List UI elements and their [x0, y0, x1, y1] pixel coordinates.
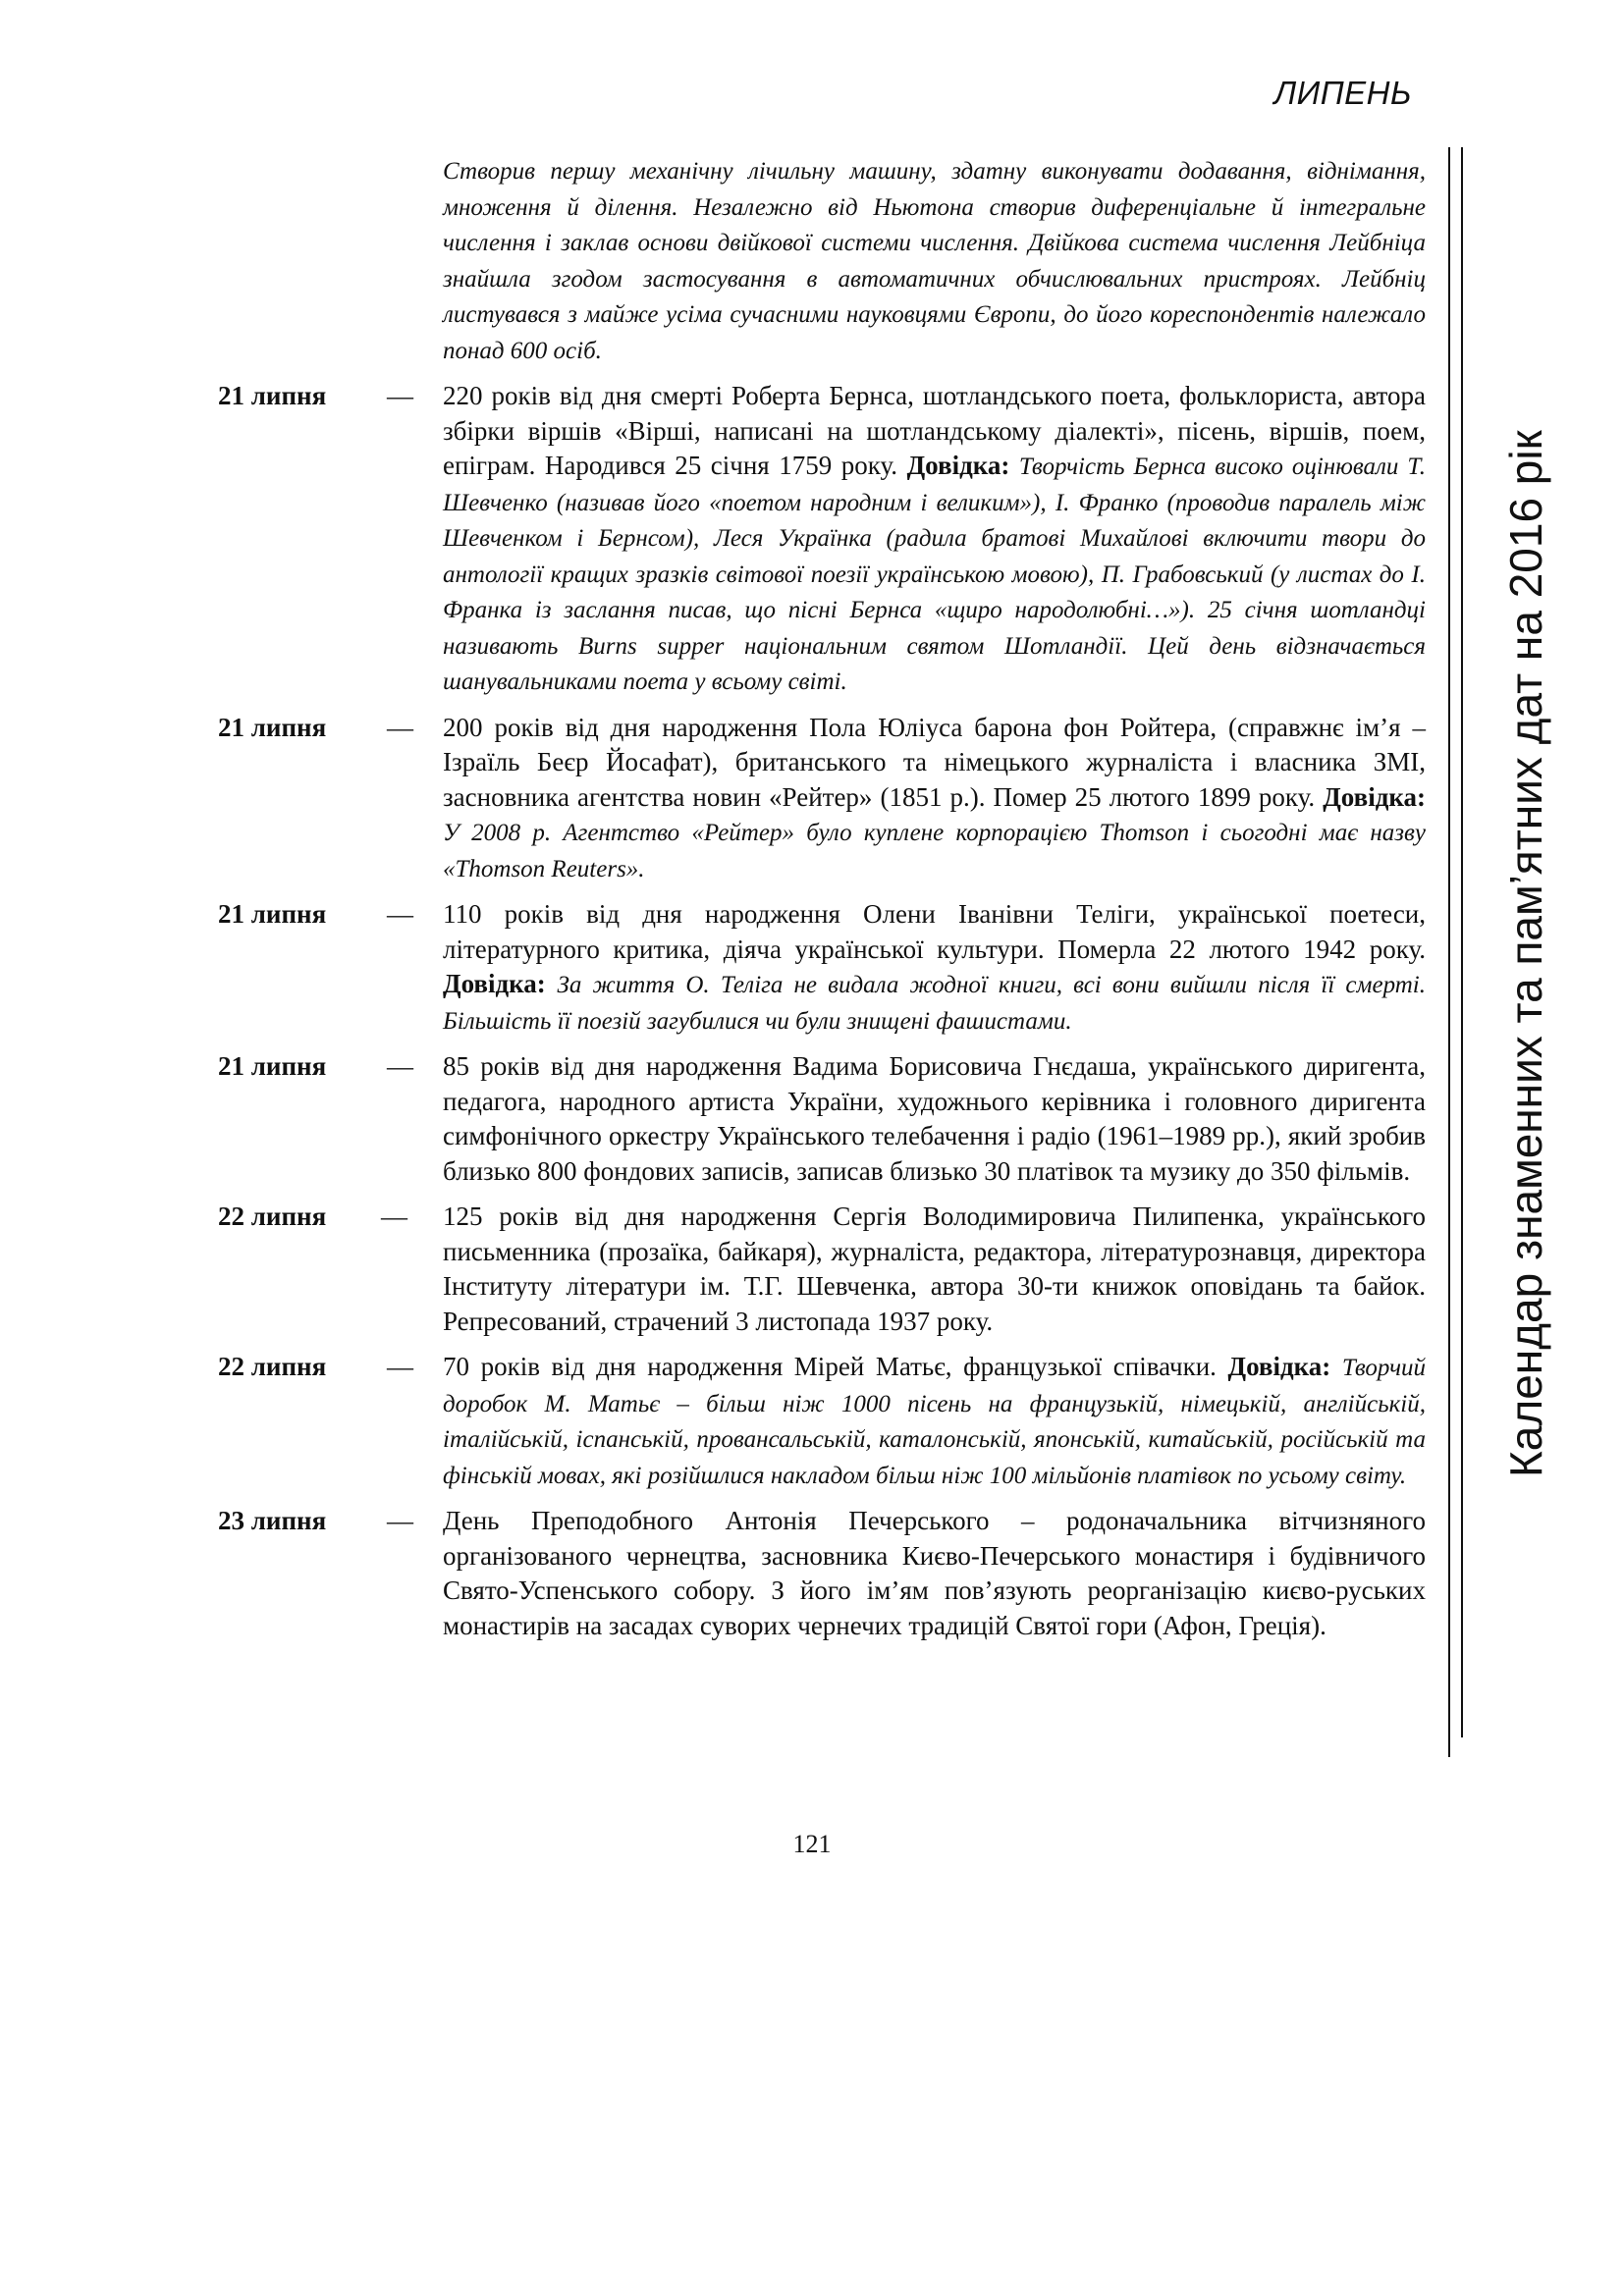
entry-date: 21 липня [218, 712, 327, 742]
reference-label: Довідка: [443, 969, 546, 998]
sidebar-rule [1448, 147, 1450, 1757]
reference-label: Довідка: [1323, 781, 1426, 812]
entry-note: Творчість Бернса високо оцінювали Т. Шевченко (називав його «поетом народним і великим»), І. Франко (проводив паралель між Шевченком і Бернсом), Леся Українка (радила братові Михайлові включити твори до антології кращих зразків світової поезії українською мовою), П. Грабовський (у листах до І. Франка із заслання писав, що пісні Бернса «щиро народолюбні…»). 25 січня шотландці називають Burns supper національним святом Шотландії. Цей день відзначається шанувальниками поета у всьому світі. [443, 454, 1427, 695]
entry-note: За життя О. Теліга не видала жодної книги, всі вони вийшли після її смерті. Більшість її поезій загубилися чи були знищені фашистами. [443, 972, 1426, 1035]
intro-text: Створив першу механічну лічильну машину, здатну виконувати додавання, віднімання, множення й ділення. Незалежно від Ньютона створив диференціальне й інтегральне числення і заклав основи двійкової системи числення. Двійкова система числення Лейбніца знайшла згодом застосування в автоматичних обчислювальних пристроях. Лейбніц листувався з майже усіма сучасними науковцями Європи, до його кореспондентів належало понад 600 осіб. [443, 158, 1426, 364]
entry-date: 22 липня [218, 1201, 327, 1231]
entry-body [443, 1504, 1426, 1643]
entry-text: 110 років від дня народження Олени Іванівни Теліги, української поетеси, літературного критика, діяча української культури. Померла 22 лютого 1942 року. [443, 899, 1426, 964]
entry-dash: — [387, 899, 413, 929]
page-content [218, 153, 1426, 1643]
entry-text: 200 років від дня народження Пола Юліуса барона фон Ройтера, (справжнє ім’я – Ізраїль Беєр Йосафат), британського та німецького журналіста і власника ЗМІ, засновника агентства новин «Рейтер» (1851 р.). Помер 25 лютого 1899 року. [443, 712, 1426, 812]
entry-text: 85 років від дня народження Вадима Борисовича Гнєдаша, українського диригента, педагога, народного артиста України, художнього керівника і головного диригента симфонічного оркестру Українського телебачення і радіо (1961–1989 рр.), який зробив близько 800 фондових записів, записав близько 30 платівок та музику до 350 фільмів. [443, 1051, 1426, 1186]
entry-body [443, 379, 1426, 700]
entry-text: День Преподобного Антонія Печерського – родоначальника вітчизняного організованого чернецтва, засновника Києво-Печерського монастиря і будівничого Свято-Успенського собору. З його ім’ям пов’язують реорганізацію києво-руських монастирів на засадах суворих чернечих традицій Святої гори (Афон, Греція). [443, 1506, 1426, 1640]
side-title: Календар знаменних та пам’ятних дат на 2016 рік [1500, 430, 1551, 1477]
entry-dash: — [381, 1201, 407, 1231]
calendar-entry [218, 1504, 1426, 1643]
sidebar-rule-inner [1461, 147, 1463, 1737]
intro-continuation [218, 153, 1426, 368]
entry-body [443, 897, 1426, 1039]
calendar-entry [218, 897, 1426, 1039]
entry-dash: — [387, 1352, 413, 1381]
entry-text: 70 років від дня народження Мірей Матьє, французької співачки. [443, 1352, 1217, 1381]
entry-body [443, 1350, 1426, 1493]
entry-body [443, 711, 1426, 887]
entry-note: У 2008 р. Агентство «Рейтер» було куплене корпорацією Thomson і сьогодні має назву «Thomson Reuters». [443, 820, 1426, 882]
running-head: ЛИПЕНЬ [1273, 75, 1412, 111]
entry-dash: — [387, 381, 413, 410]
entry-date: 21 липня [218, 381, 327, 410]
page-number: 121 [792, 1830, 832, 1858]
entry-dash: — [387, 1051, 413, 1081]
entry-body [443, 1200, 1426, 1339]
calendar-entry [218, 379, 1426, 700]
reference-label: Довідка: [906, 451, 1010, 480]
entry-text: 125 років від дня народження Сергія Володимировича Пилипенка, українського письменника (прозаїка, байкаря), журналіста, редактора, літературознавця, директора Інституту літератури ім. Т.Г. Шевченка, автора 30-ти книжок оповідань та байок. Репресований, страчений 3 листопада 1937 року. [443, 1201, 1426, 1336]
reference-label: Довідка: [1227, 1352, 1331, 1381]
calendar-entry [218, 1200, 1426, 1339]
entry-text: 220 років від дня смерті Роберта Бернса, шотландського поета, фольклориста, автора збірки віршів «Вірші, написані на шотландському діалекті», пісень, віршів, поем, епіграм. Народився 25 січня 1759 року. [443, 381, 1426, 480]
entry-date: 21 липня [218, 1051, 327, 1081]
entry-date: 23 липня [218, 1506, 327, 1535]
entry-note: Творчий доробок М. Матьє – більш ніж 1000 пісень на французькій, німецькій, англійській, італійській, іспанській, провансальській, каталонській, японській, китайській, російській та фінській мовах, які розійшлися накладом більш ніж 100 мільйонів платівок по усьому світу. [443, 1355, 1427, 1489]
entry-date: 21 липня [218, 899, 327, 929]
calendar-entry [218, 1049, 1426, 1189]
entry-dash: — [387, 712, 413, 742]
entry-date: 22 липня [218, 1352, 327, 1381]
calendar-entry [218, 1350, 1426, 1493]
entry-dash: — [387, 1506, 413, 1535]
entry-body [443, 1049, 1426, 1189]
calendar-entry [218, 711, 1426, 887]
